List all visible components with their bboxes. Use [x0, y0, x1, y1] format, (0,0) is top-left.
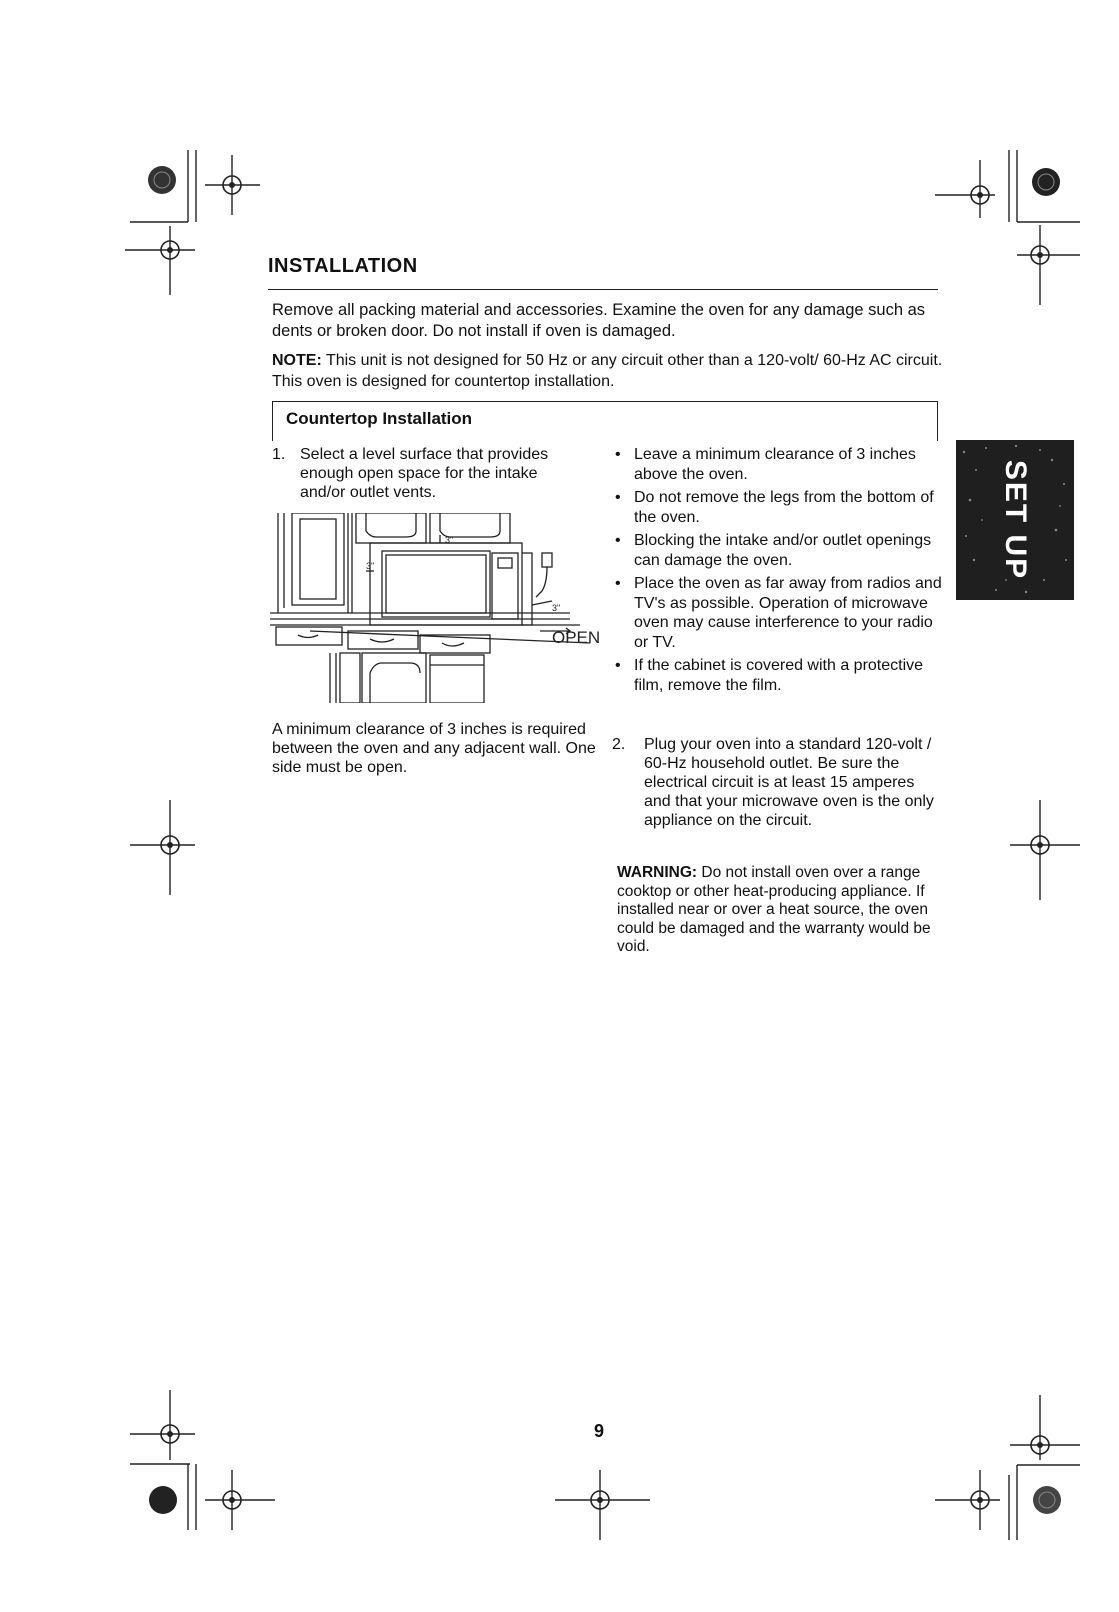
list-item — [612, 488, 942, 527]
illustration-caption: A minimum clearance of 3 inches is required between the oven and any adjacent wall. One side must be open. — [272, 721, 596, 776]
list-item — [612, 656, 942, 695]
bullet-glyph: • — [615, 489, 621, 506]
clearance-left-label: 3" — [366, 561, 375, 571]
step-2 — [612, 735, 952, 830]
bullet-list — [612, 445, 942, 699]
clearance-top-label: 3" — [445, 535, 454, 545]
list-item — [612, 574, 942, 652]
clearance-right-label: 3" — [552, 603, 561, 613]
set-up-side-tab — [956, 440, 1074, 600]
bullet-text: Blocking the intake and/or outlet openings can damage the oven. — [634, 532, 932, 569]
bullet-glyph: • — [615, 532, 621, 549]
bullet-text: Do not remove the legs from the bottom of the oven. — [634, 489, 934, 526]
warning-label: WARNING: — [617, 864, 698, 881]
bullet-text: Leave a minimum clearance of 3 inches above the oven. — [634, 446, 916, 483]
intro-paragraph: Remove all packing material and accessories. Examine the oven for any damage such as dents or broken door. Do not install if oven is damaged. — [272, 301, 926, 340]
list-item — [612, 531, 942, 570]
bullet-glyph: • — [615, 575, 621, 592]
heading-rule — [268, 289, 938, 290]
step-1-number: 1. — [272, 446, 286, 463]
note-paragraph — [272, 350, 952, 392]
oven-clearance-illustration — [270, 513, 620, 703]
step-2-text: Plug your oven into a standard 120-volt / 60-Hz household outlet. Be sure the electrical circuit is at least 15 amperes and that your microwave oven is the only appliance on the circuit. — [644, 736, 934, 829]
page-number: 9 — [594, 1421, 605, 1441]
bullet-text: Place the oven as far away from radios and TV's as possible. Operation of microwave oven may cause interference to your radio or TV. — [634, 575, 942, 651]
step-1-text: Select a level surface that provides enough open space for the intake and/or outlet vents. — [300, 446, 549, 501]
open-label: OPEN — [552, 628, 601, 647]
note-label: NOTE: — [272, 352, 322, 369]
warning-paragraph — [617, 864, 942, 957]
warning-text: Do not install oven over a range cooktop or other heat-producing appliance. If installed near or over a heat source, the oven could be damaged and the warranty would be void. — [617, 864, 931, 955]
section-heading: INSTALLATION — [268, 255, 418, 277]
note-text: This unit is not designed for 50 Hz or any circuit other than a 120-volt/ 60-Hz AC circuit. This oven is designed for countertop installation. — [272, 352, 943, 390]
step-1 — [272, 445, 592, 502]
side-tab-label: SET UP — [999, 459, 1032, 581]
bullet-text: If the cabinet is covered with a protective film, remove the film. — [634, 657, 924, 694]
bullet-glyph: • — [615, 446, 621, 463]
step-2-number: 2. — [612, 736, 626, 753]
list-item — [612, 445, 942, 484]
bullet-glyph: • — [615, 657, 621, 674]
section-title: Countertop Installation — [286, 409, 473, 428]
